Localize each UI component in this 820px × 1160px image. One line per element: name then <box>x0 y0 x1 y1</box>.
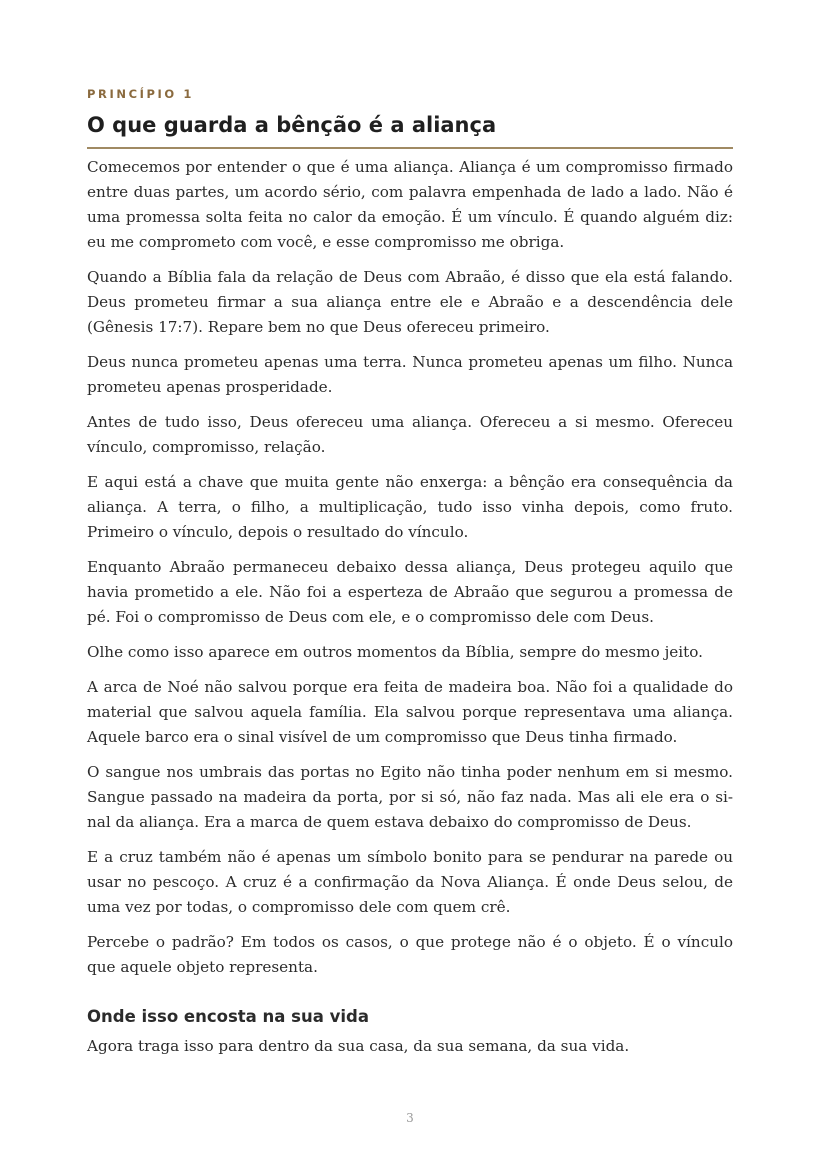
paragraph: Quando a Bíblia fala da relação de Deus com Abraão, é disso que ela está falando. Deus prometeu firmar a sua aliança entre ele e Abraão e a descendência dele (Gênesis 17:7). Repare bem no que Deus ofereceu primeiro. <box>87 268 733 336</box>
paragraph: Deus nunca prometeu apenas uma terra. Nunca prometeu apenas um filho. Nunca prometeu apenas prosperidade. <box>87 353 733 396</box>
body-text <box>87 155 733 1059</box>
paragraph: A arca de Noé não salvou porque era feita de madeira boa. Não foi a qualidade do material que salvou aquela família. Ela salvou porque representava uma aliança. Aquele barco era o sinal visível de um compromisso que Deus tinha firmado. <box>87 678 733 746</box>
paragraph: Enquanto Abraão permaneceu debaixo dessa aliança, Deus protegeu aquilo que havia prometido a ele. Não foi a esperteza de Abraão que segurou a promessa de pé. Foi o compromisso de Deus com ele, e o compromisso dele com Deus. <box>87 558 733 626</box>
paragraph: O sangue nos umbrais das portas no Egito não tinha poder nenhum em si mesmo. Sangue passado na madeira da porta, por si só, não faz nada. Mas ali ele era o sinal da aliança. Era a marca de quem estava debaixo do compromisso de Deus. <box>87 763 733 831</box>
paragraph: Antes de tudo isso, Deus ofereceu uma aliança. Ofereceu a si mesmo. Ofereceu vínculo, compromisso, relação. <box>87 413 733 456</box>
document-page <box>87 86 733 1069</box>
paragraph: Olhe como isso aparece em outros momentos da Bíblia, sempre do mesmo jeito. <box>87 643 703 661</box>
page-number: 3 <box>406 1111 414 1125</box>
paragraph: E aqui está a chave que muita gente não enxerga: a bênção era consequência da aliança. A terra, o filho, a multiplicação, tudo isso vinha depois, como fruto. Primeiro o vínculo, depois o resultado do vínculo. <box>87 473 733 541</box>
paragraph: Comecemos por entender o que é uma aliança. Aliança é um compromisso firmado entre duas partes, um acordo sério, com palavra empenhada de lado a lado. Não é uma promessa solta feita no calor da emoção. É um vínculo. É quando alguém diz: eu me comprometo com você, e esse compromisso me obriga. <box>87 158 733 251</box>
paragraph: Percebe o padrão? Em todos os casos, o que protege não é o objeto. É o vínculo que aquele objeto representa. <box>87 933 733 976</box>
section-title: O que guarda a bênção é a aliança <box>87 112 733 149</box>
paragraph: E a cruz também não é apenas um símbolo bonito para se pendurar na parede ou usar no pescoço. A cruz é a confirmação da Nova Aliança. É onde Deus selou, de uma vez por todas, o compromisso dele com quem crê. <box>87 848 733 916</box>
subsection-heading: Onde isso encosta na sua vida <box>87 1007 369 1026</box>
subsection-paragraph: Agora traga isso para dentro da sua casa, da sua semana, da sua vida. <box>87 1037 630 1055</box>
section-kicker: PRINCÍPIO 1 <box>87 87 194 101</box>
